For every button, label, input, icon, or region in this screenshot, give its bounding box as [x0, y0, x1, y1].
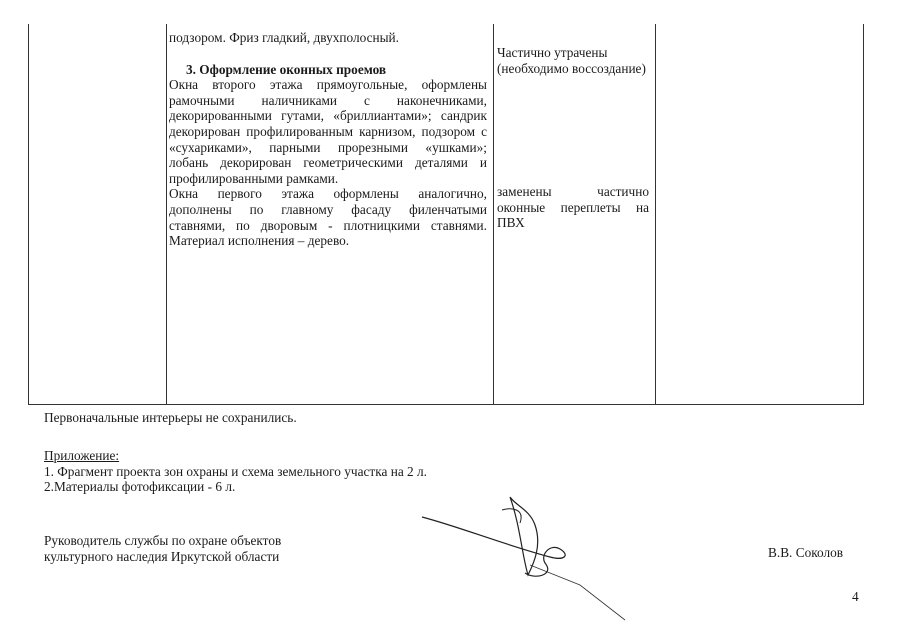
- table-divider: [655, 24, 656, 404]
- state-cell-note: Частично утрачены (необходимо воссоздание): [497, 45, 646, 76]
- condition-table: [28, 24, 864, 405]
- table-divider: [166, 24, 167, 404]
- state-cell-note: заменены частично оконные переплеты на ПВХ: [497, 184, 649, 231]
- interiors-note: Первоначальные интерьеры не сохранились.: [44, 410, 297, 425]
- page-number: 4: [852, 589, 859, 604]
- section-heading: 3. Оформление оконных проемов: [186, 61, 387, 77]
- appendix-title: Приложение:: [44, 448, 120, 463]
- handwritten-signature: [410, 485, 640, 635]
- description-line: подзором. Фриз гладкий, двухполосный.: [169, 30, 399, 45]
- description-cell: [169, 30, 487, 249]
- description-paragraph: Окна второго этажа прямоугольные, оформлены рамочными наличниками с наконечниками, декорированными гутами, «бриллиантами»; сандрик декорирован профилированным карнизом, подзором с «сухариками», парными прорезными «ушками»; лобань декорирован геометрическими деталями и профилированными рамками.: [169, 77, 487, 186]
- appendix-item: 1. Фрагмент проекта зон охраны и схема земельного участка на 2 л.: [44, 463, 427, 479]
- signer-name: В.В. Соколов: [768, 545, 844, 560]
- table-divider: [493, 24, 494, 404]
- signer-position: Руководитель службы по охране объектов культурного наследия Иркутской области: [44, 533, 282, 564]
- appendix-item: 2.Материалы фотофиксации - 6 л.: [44, 479, 236, 495]
- description-paragraph: Окна первого этажа оформлены аналогично, дополнены по главному фасаду филенчатыми ставнями, по дворовым - плотницкими ставнями. Материал исполнения – дерево.: [169, 186, 487, 249]
- appendix: [44, 448, 427, 495]
